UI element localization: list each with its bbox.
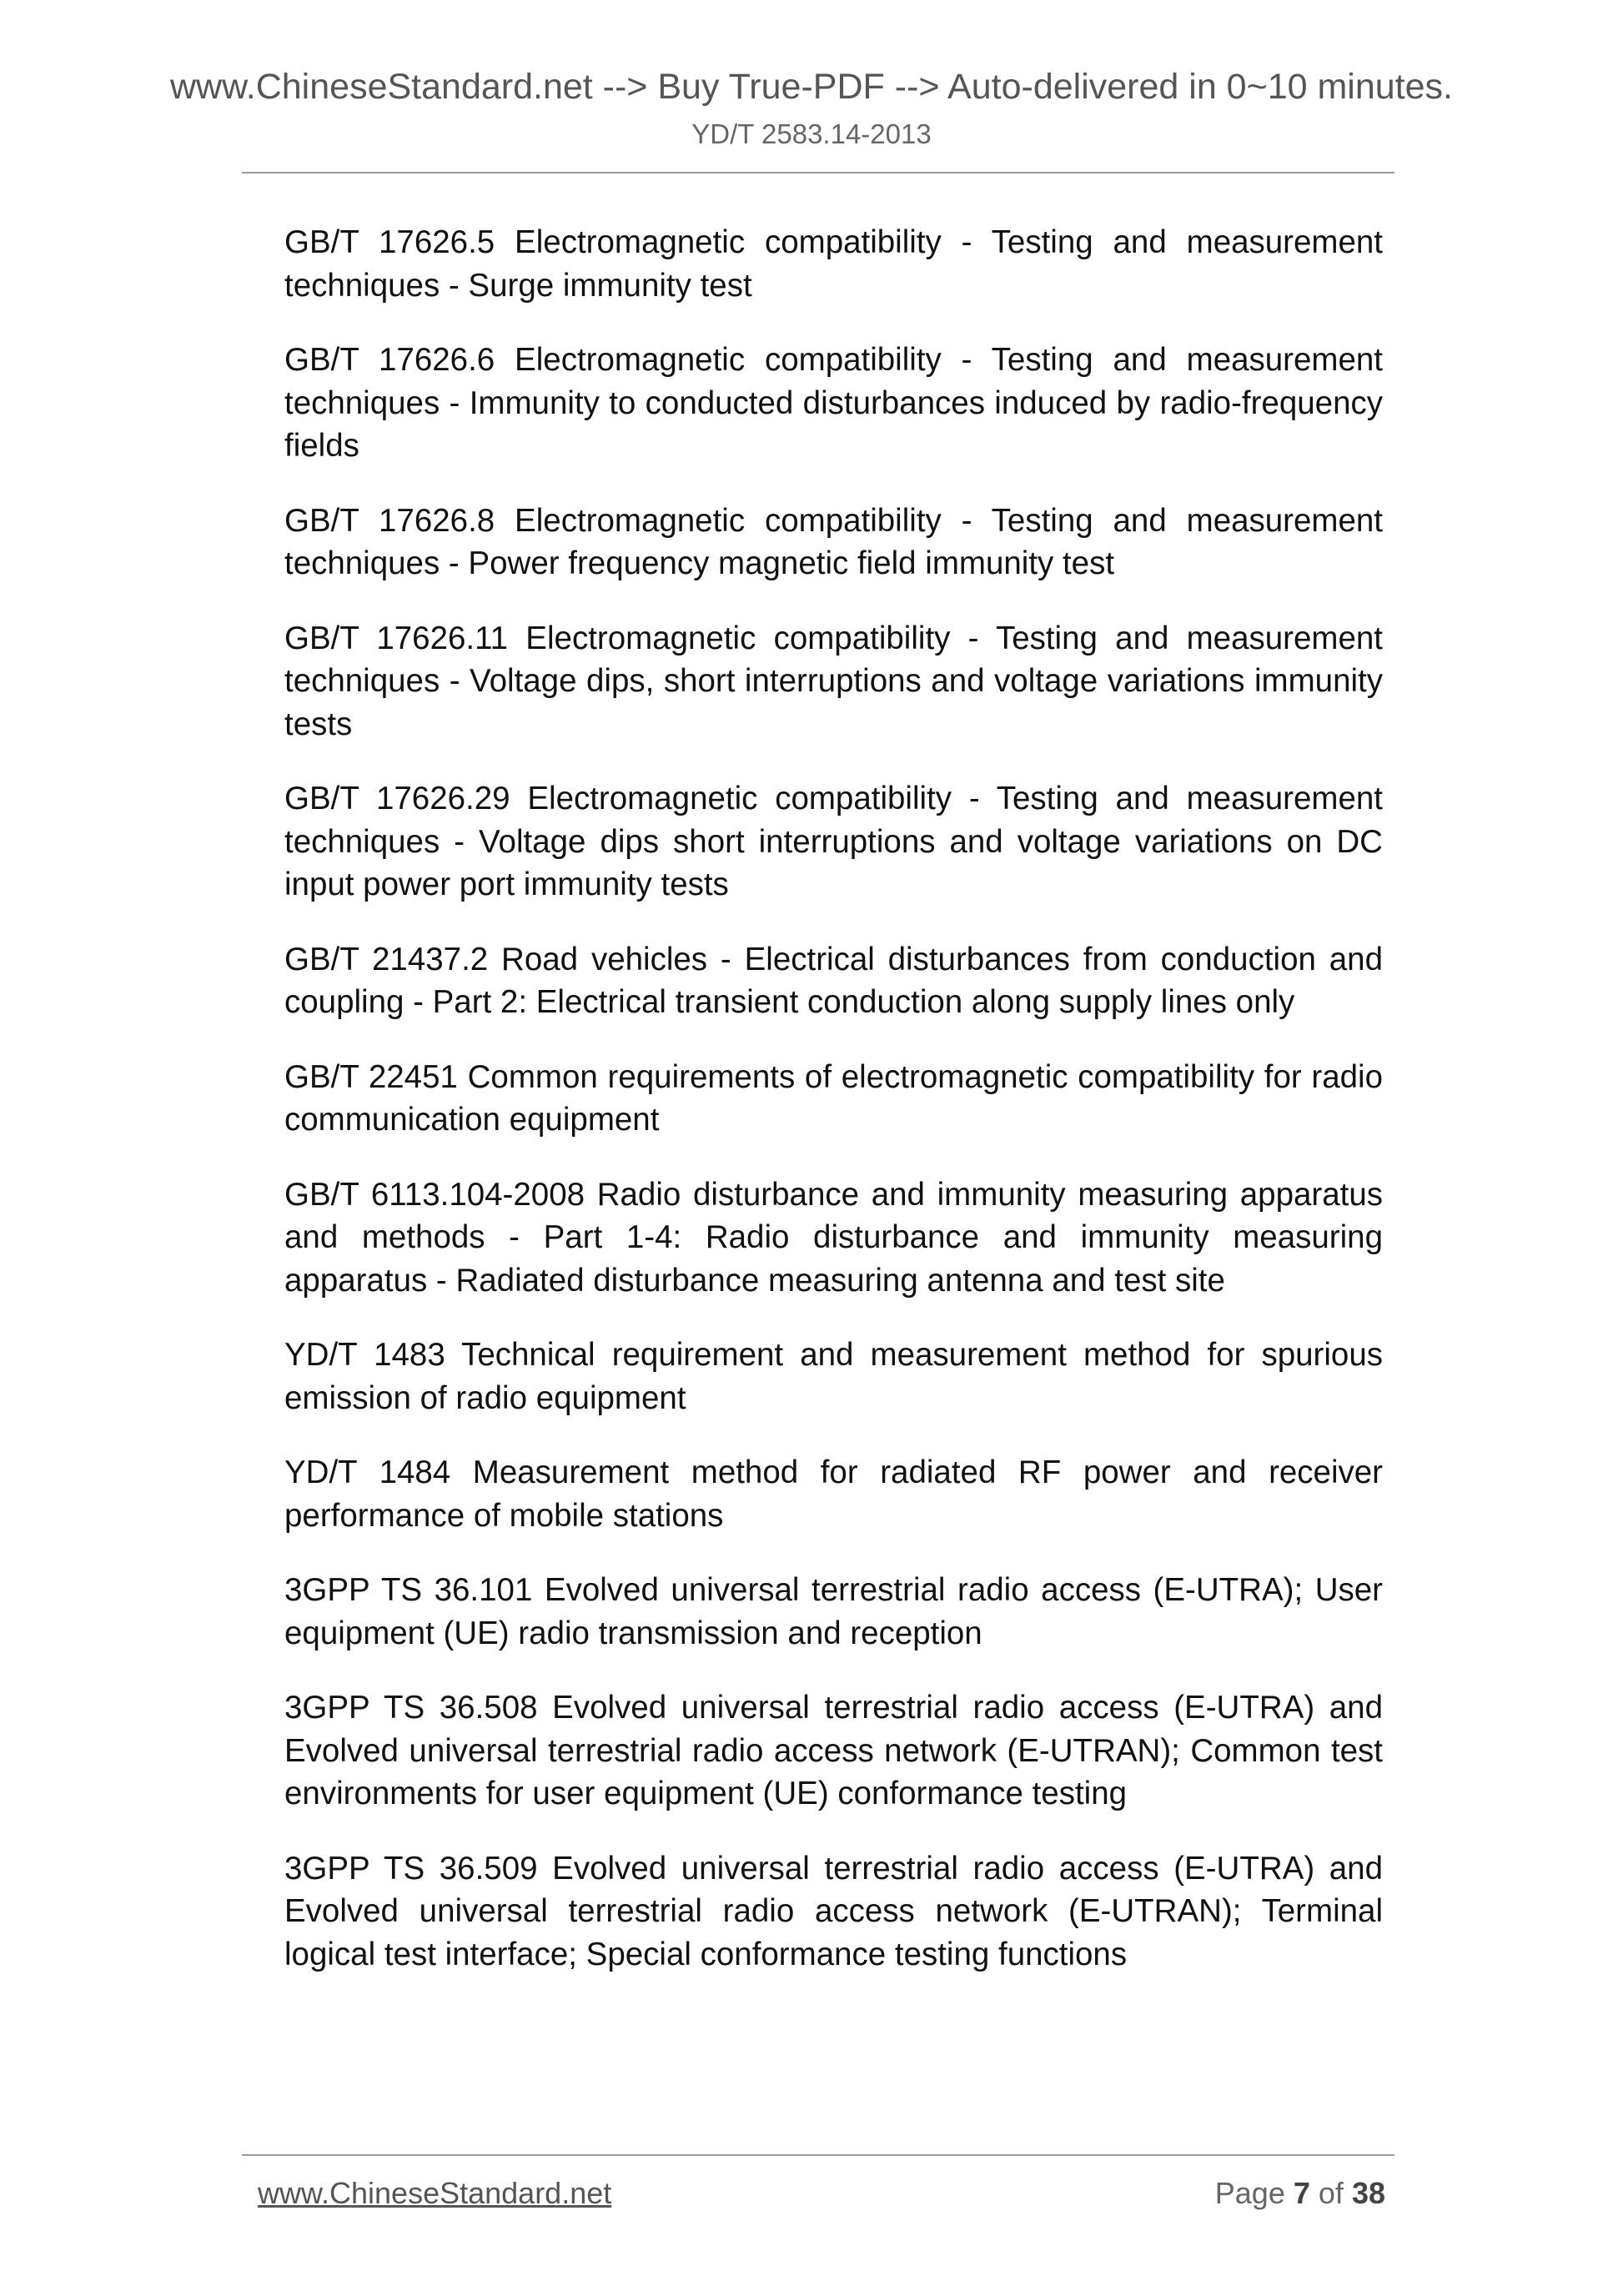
- document-code: YD/T 2583.14-2013: [691, 118, 932, 149]
- reference-entry: 3GPP TS 36.509 Evolved universal terrestrial radio access (E-UTRA) and Evolved universal terrestrial radio access network (E-UTRAN); Terminal logical test interface; Special conformance testing functions: [284, 1850, 1383, 1972]
- reference-entry: 3GPP TS 36.101 Evolved universal terrestrial radio access (E-UTRA); User equipment (UE) radio transmission and reception: [284, 1572, 1383, 1651]
- reference-entry: 3GPP TS 36.508 Evolved universal terrestrial radio access (E-UTRA) and Evolved universal terrestrial radio access network (E-UTRAN); Common test environments for user equipment (UE) conformance testing: [284, 1690, 1383, 1811]
- page-current: 7: [1293, 2176, 1310, 2210]
- reference-entry: YD/T 1484 Measurement method for radiated RF power and receiver performance of mobile stations: [284, 1454, 1383, 1534]
- header-banner[interactable]: www.ChineseStandard.net --> Buy True-PDF --> Auto-delivered in 0~10 minutes.: [169, 67, 1453, 107]
- reference-entry: GB/T 22451 Common requirements of electromagnetic compatibility for radio communication equipment: [284, 1058, 1383, 1138]
- reference-entry: GB/T 6113.104-2008 Radio disturbance and immunity measuring apparatus and methods - Part 1-4: Radio disturbance and immunity measuring apparatus - Radiated disturbance measuring antenna and test site: [284, 1176, 1383, 1299]
- header-divider: [242, 172, 1394, 173]
- reference-entry: GB/T 17626.6 Electromagnetic compatibility - Testing and measurement techniques - Immunity to conducted disturbances induced by radio-frequency fields: [284, 342, 1383, 464]
- reference-entry: GB/T 21437.2 Road vehicles - Electrical disturbances from conduction and coupling - Part 2: Electrical transient conduction along supply lines only: [284, 941, 1383, 1020]
- normative-references-list: [284, 221, 1383, 2007]
- footer-divider: [242, 2154, 1394, 2156]
- page-of-label: of: [1318, 2176, 1344, 2210]
- reference-entry: YD/T 1483 Technical requirement and measurement method for spurious emission of radio equipment: [284, 1337, 1383, 1416]
- reference-entry: GB/T 17626.8 Electromagnetic compatibility - Testing and measurement techniques - Power frequency magnetic field immunity test: [284, 502, 1383, 581]
- reference-entry: GB/T 17626.29 Electromagnetic compatibility - Testing and measurement techniques - Voltage dips short interruptions and voltage variations on DC input power port immunity tests: [284, 781, 1383, 902]
- footer-website-link[interactable]: www.ChineseStandard.net: [258, 2176, 612, 2210]
- page-total: 38: [1351, 2176, 1385, 2210]
- reference-entry: GB/T 17626.5 Electromagnetic compatibility - Testing and measurement techniques - Surge immunity test: [284, 224, 1383, 304]
- page-number: [1215, 2175, 1385, 2212]
- page-label: Page: [1214, 2176, 1285, 2210]
- reference-entry: GB/T 17626.11 Electromagnetic compatibility - Testing and measurement techniques - Voltage dips, short interruptions and voltage variations immunity tests: [284, 620, 1383, 742]
